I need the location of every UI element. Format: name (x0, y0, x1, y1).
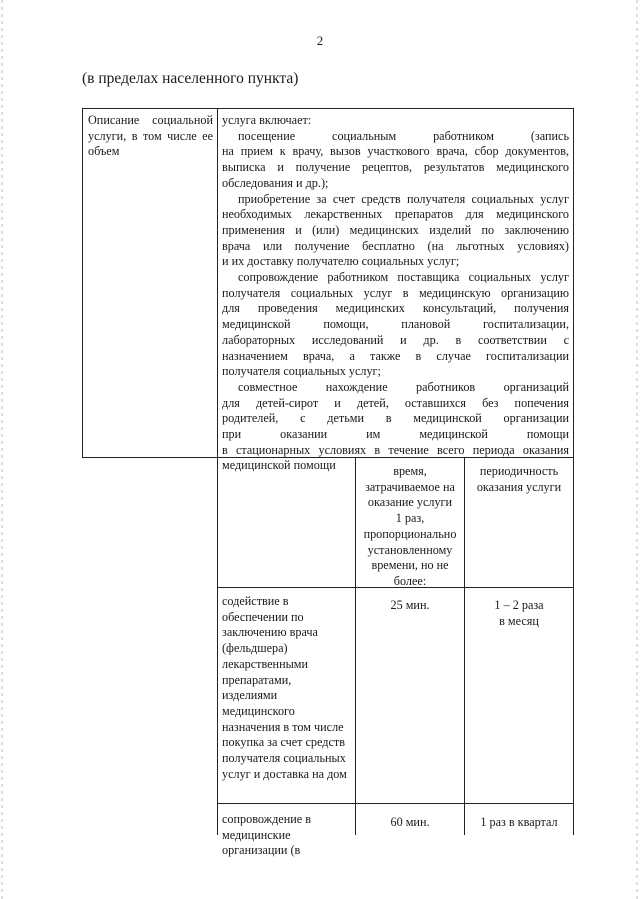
description-line: обследования и др.); (222, 175, 329, 190)
table-border-bottom-label (82, 457, 217, 458)
description-line: при оказании им медицинской помощи (222, 427, 569, 442)
description-line: приобретение за счет средств получателя социальных услуг (238, 191, 569, 206)
service-name-line: заключению врача (222, 625, 318, 640)
service-name-line: лекарственными (222, 656, 309, 671)
table-border-left (82, 108, 83, 458)
description-line: необходимых лекарственных препаратов для медицинского (222, 207, 569, 222)
description-line: назначением врача, а также в случае госпитализации (222, 348, 569, 363)
header-line: оказания услуги (476, 479, 562, 494)
service-period (466, 598, 572, 629)
description-line: медицинской помощи (222, 458, 336, 473)
service-name-line: (фельдшера) (222, 641, 288, 656)
service-name-line: услуг и доставка на дом (222, 766, 347, 781)
description-line: применения и (или) медицинских изделий по заключению (222, 222, 569, 237)
period-line: 1 раз в квартал (480, 815, 558, 829)
period-line: 1 – 2 раза (494, 598, 544, 612)
service-name (222, 594, 354, 782)
service-description (222, 113, 569, 474)
description-line: получателя социальных услуг; (222, 364, 381, 379)
page-number: 2 (316, 33, 324, 48)
description-line: медицинской помощи, плановой госпитализации, (222, 317, 569, 332)
table-row-line-3 (217, 803, 574, 804)
service-time: 25 мин. (390, 598, 430, 612)
description-intro: услуга включает: (222, 113, 312, 127)
description-line: выписка и получение рецептов, результатов медицинского (222, 160, 569, 175)
service-name-line: получателя социальных (222, 751, 346, 766)
table-col-line-period (464, 457, 465, 835)
row-label-line: Описание социальной (88, 113, 213, 127)
service-period (466, 815, 572, 831)
description-line: родителей, с детьми в медицинской организации (222, 411, 569, 426)
table-border-right (573, 108, 574, 835)
header-line: установленному (367, 542, 453, 557)
header-line: пропорционально (363, 526, 457, 541)
service-name-line: организации (в (222, 843, 301, 858)
header-line: периодичность (479, 464, 559, 478)
description-line: получателя социальных услуг в медицинскую организацию (222, 285, 569, 300)
description-line: совместное нахождение работников организаций (238, 379, 569, 394)
service-time: 60 мин. (390, 815, 430, 829)
description-line: посещение социальным работником (запись (238, 128, 569, 143)
description-line: в стационарных условиях в течение всего периода оказания (222, 442, 569, 457)
section-heading: (в пределах населенного пункта) (82, 70, 299, 87)
service-name-line: препаратами, (222, 672, 292, 687)
scan-edge-right (636, 0, 638, 899)
service-name-line: медицинские (222, 827, 291, 842)
description-line: лабораторных исследований и др. в соответствии с (222, 332, 569, 347)
row-label (88, 113, 213, 160)
description-line: для проведения медицинских консультаций, получения (222, 301, 569, 316)
scan-edge-left (1, 0, 3, 899)
header-line: оказание услуги (367, 495, 453, 510)
description-line: врача или получение бесплатно (на льготных условиях) (222, 238, 569, 253)
service-name-line: изделиями (222, 688, 278, 703)
header-line: времени, но не (371, 558, 449, 573)
header-line: более: (393, 573, 427, 588)
row-label-line: услуги, в том числе ее (88, 128, 213, 143)
description-line: на прием к врачу, вызов участкового врача, сбор документов, (222, 144, 569, 159)
header-line: 1 раз, (395, 511, 425, 526)
description-line: для детей-сирот и детей, оставшихся без попечения (222, 395, 569, 410)
description-line: и их доставку получателю социальных услуг; (222, 254, 460, 269)
period-line: в месяц (499, 613, 539, 628)
row-label-line: объем (88, 144, 120, 159)
service-name-line: содействие в (222, 594, 289, 608)
header-line: затрачиваемое на (365, 479, 455, 494)
table-col-line-time (355, 457, 356, 835)
time-column-header (357, 464, 463, 590)
period-column-header (466, 464, 572, 495)
service-name-line: назначения в том числе (222, 719, 344, 734)
service-name-line: обеспечении по (222, 609, 304, 624)
table-border-top (82, 108, 574, 109)
service-name (222, 812, 354, 859)
description-line: сопровождение работником поставщика социальных услуг (238, 270, 569, 285)
service-name-line: покупка за счет средств (222, 735, 345, 750)
table-divider-label (217, 108, 218, 835)
service-name-line: сопровождение в (222, 812, 311, 826)
header-line: время, (393, 464, 427, 478)
service-name-line: медицинского (222, 703, 295, 718)
